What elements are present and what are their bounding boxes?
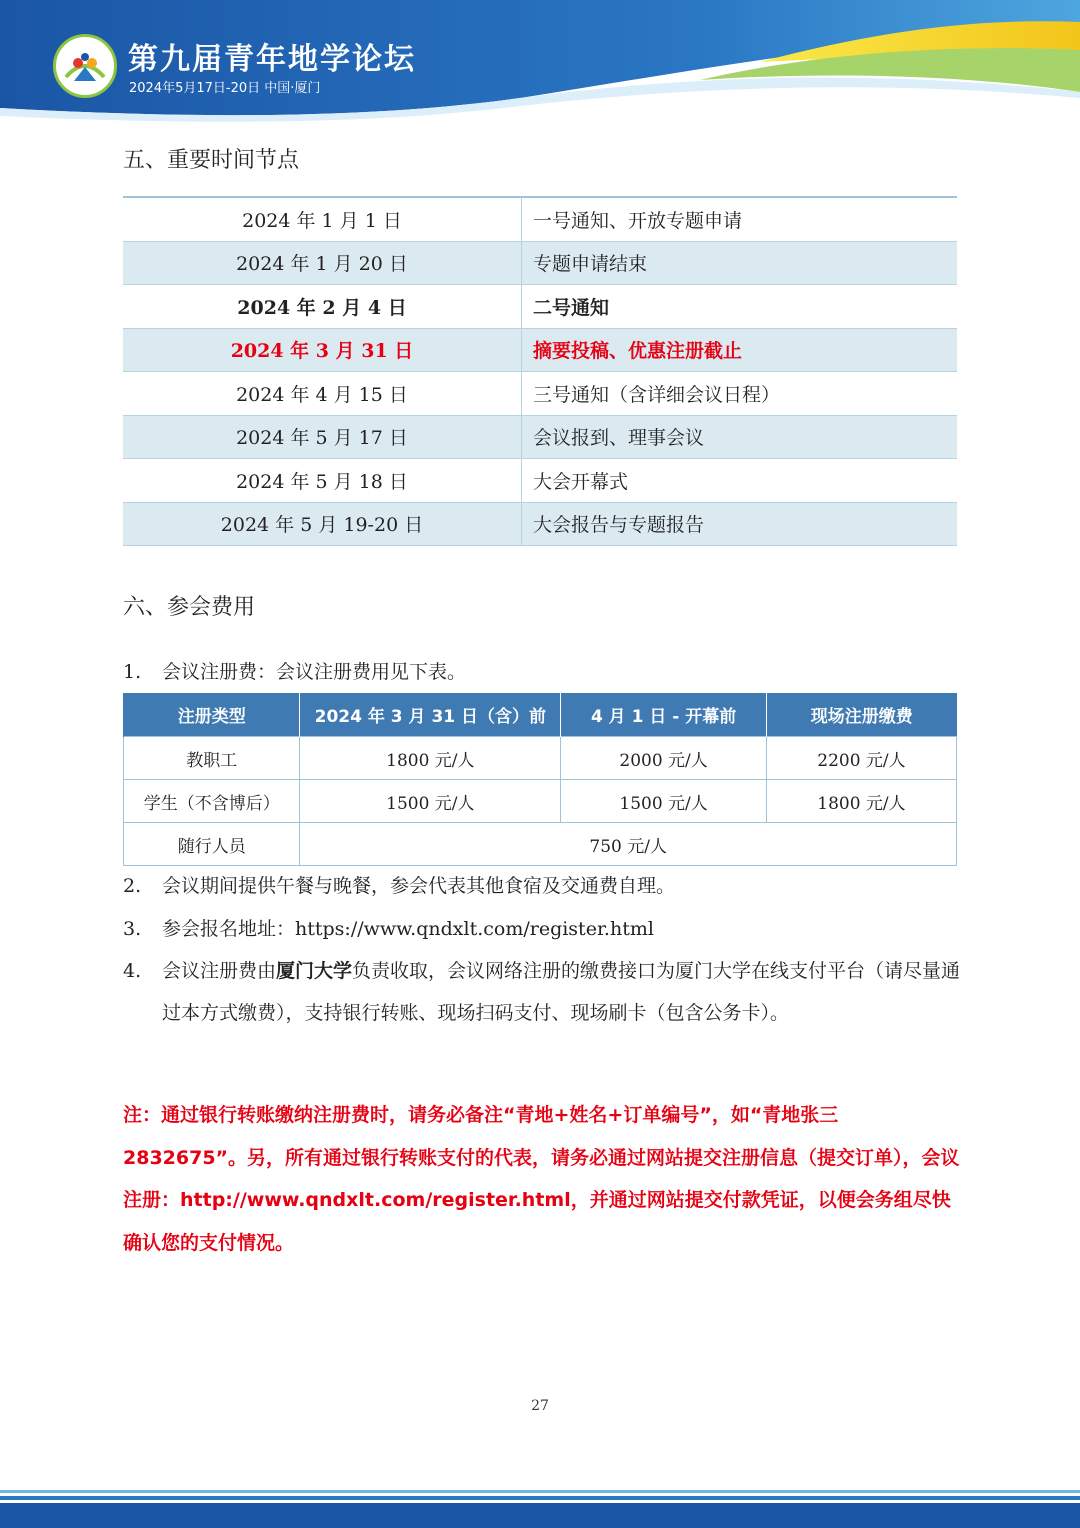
- fee-companion-price: 750 元/人: [300, 823, 957, 866]
- item4-text-before: 会议注册费由: [162, 960, 277, 982]
- table-row: [123, 415, 957, 459]
- table-row: [123, 372, 957, 416]
- timeline-event: 会议报到、理事会议: [522, 415, 958, 459]
- fee-header-regular: 4 月 1 日 - 开幕前: [561, 693, 767, 737]
- timeline-section-title: 五、重要时间节点: [123, 148, 300, 173]
- timeline-event: 一号通知、开放专题申请: [522, 197, 958, 241]
- list-item: [123, 908, 963, 950]
- fee-header-early: 2024 年 3 月 31 日（含）前: [300, 693, 561, 737]
- fee-table: [123, 693, 957, 866]
- item4-text-after: 负责收取，会议网络注册的缴费接口为厦门大学在线支付平台（请尽量通过本方式缴费），支持银行转账、现场扫码支付、现场刷卡（包含公务卡）。: [162, 960, 961, 1024]
- fee-type: 随行人员: [124, 823, 300, 866]
- fee-regular: 1500 元/人: [561, 780, 767, 823]
- timeline-date: 2024 年 5 月 19-20 日: [123, 502, 522, 546]
- footer-bars-graphic: [0, 1490, 1080, 1528]
- fee-type: 学生（不含博后）: [124, 780, 300, 823]
- timeline-event: 二号通知: [522, 285, 958, 329]
- list-item: [123, 950, 963, 1034]
- timeline-event: 大会报告与专题报告: [522, 502, 958, 546]
- fee-header-type: 注册类型: [124, 693, 300, 737]
- item-number: 1.: [123, 661, 142, 683]
- fee-regular: 2000 元/人: [561, 737, 767, 780]
- table-row: [123, 285, 957, 329]
- registration-link[interactable]: https://www.qndxlt.com/register.html: [295, 918, 654, 940]
- table-row: [124, 737, 957, 780]
- timeline-event: 三号通知（含详细会议日程）: [522, 372, 958, 416]
- payment-note: 注：通过银行转账缴纳注册费时，请务必备注“青地+姓名+订单编号”，如“青地张三 2832675”。另，所有通过银行转账支付的代表，请务必通过网站提交注册信息（提交订单），会议注册：http://www.qndxlt.com/register.html，并通过网站提交付款凭证，以便会务组尽快确认您的支付情况。: [123, 1104, 960, 1254]
- list-item: [123, 651, 963, 693]
- timeline-event: 专题申请结束: [522, 241, 958, 285]
- timeline-date: 2024 年 1 月 20 日: [123, 241, 522, 285]
- page-number: 27: [531, 1398, 549, 1414]
- fee-onsite: 1800 元/人: [766, 780, 956, 823]
- item-number: 2.: [123, 875, 142, 897]
- fee-type: 教职工: [124, 737, 300, 780]
- item-number: 3.: [123, 918, 142, 940]
- table-row: [123, 502, 957, 546]
- timeline-date: 2024 年 3 月 31 日: [123, 328, 522, 372]
- table-row: [124, 780, 957, 823]
- table-row: [124, 823, 957, 866]
- item-text: 会议期间提供午餐与晚餐，参会代表其他食宿及交通费自理。: [162, 875, 676, 897]
- table-row: [123, 197, 957, 241]
- list-item: [123, 865, 963, 907]
- timeline-date: 2024 年 2 月 4 日: [123, 285, 522, 329]
- table-row: [123, 241, 957, 285]
- timeline-table: [123, 196, 957, 546]
- table-row-highlight: [123, 328, 957, 372]
- registration-label: 参会报名地址：: [162, 918, 296, 940]
- forum-title: 第九届青年地学论坛: [128, 42, 416, 77]
- forum-logo: [53, 34, 117, 98]
- timeline-event: 摘要投稿、优惠注册截止: [522, 328, 958, 372]
- table-header-row: [124, 693, 957, 737]
- timeline-date: 2024 年 1 月 1 日: [123, 197, 522, 241]
- timeline-event: 大会开幕式: [522, 459, 958, 503]
- timeline-date: 2024 年 5 月 18 日: [123, 459, 522, 503]
- fees-section-title: 六、参会费用: [123, 595, 256, 620]
- fee-early: 1800 元/人: [300, 737, 561, 780]
- fee-early: 1500 元/人: [300, 780, 561, 823]
- item-text: [162, 908, 963, 950]
- item-text: 会议注册费：会议注册费用见下表。: [162, 661, 467, 683]
- item-text: [162, 950, 963, 1034]
- university-name: 厦门大学: [276, 960, 353, 982]
- page-header: [0, 0, 1080, 130]
- item-number: 4.: [123, 960, 142, 982]
- timeline-date: 2024 年 5 月 17 日: [123, 415, 522, 459]
- fee-header-onsite: 现场注册缴费: [766, 693, 956, 737]
- fee-onsite: 2200 元/人: [766, 737, 956, 780]
- forum-date-location: 2024年5月17日-20日 中国·厦门: [129, 81, 321, 96]
- logo-emblem-icon: [56, 37, 114, 95]
- timeline-date: 2024 年 4 月 15 日: [123, 372, 522, 416]
- table-row: [123, 459, 957, 503]
